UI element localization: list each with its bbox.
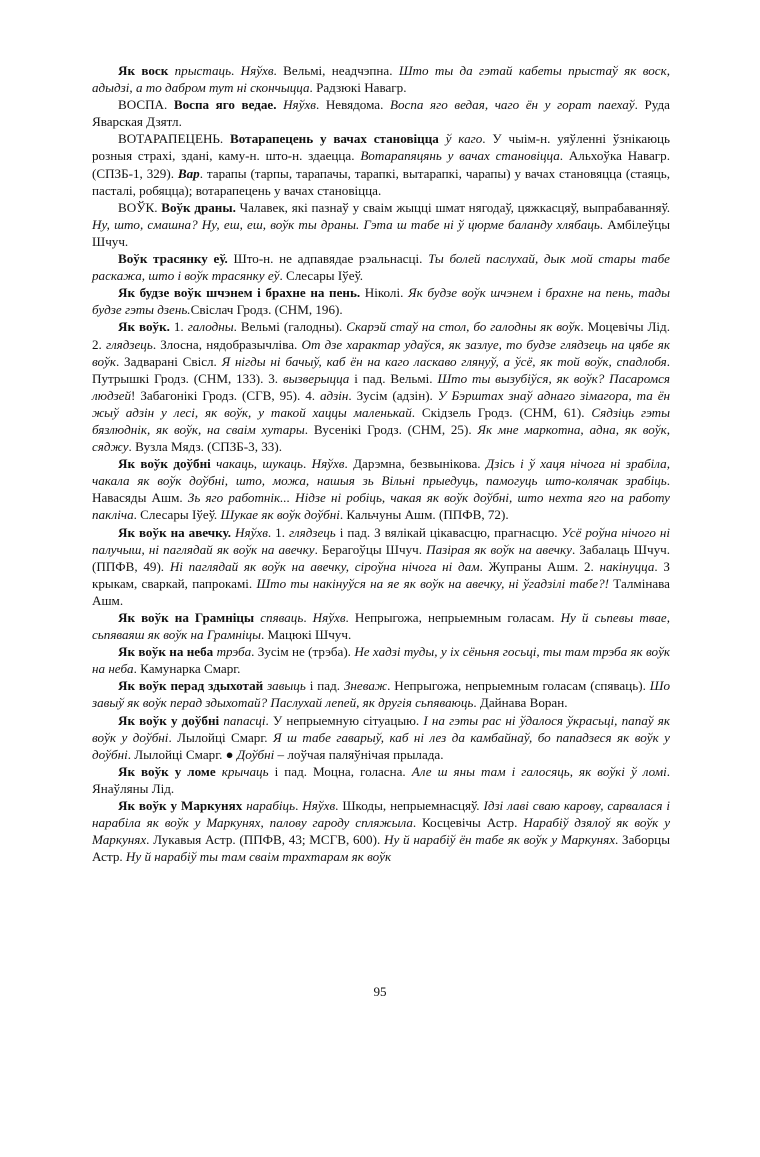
entry-text-run: Ніколі. (360, 285, 409, 301)
entry-text-run: Шукае як воўк доўбні (220, 507, 340, 523)
entry-text-run: глядзець (288, 524, 336, 540)
entry-text-run: Ні паглядай як воўк на авечку, сіроўна нічога ні дам (169, 558, 480, 574)
entry-text-run: і пад. (305, 678, 344, 694)
entry-text-run: чакаць, шукаць (216, 456, 303, 472)
dictionary-entry (92, 763, 670, 797)
entry-text-run: Што-н. не адпавядае рэальнасці. (227, 251, 429, 267)
entry-text-run: Ну й сьпевы твае, сьпяваяш як воўк на Грамніцы (92, 610, 670, 643)
entry-text-run: . Путрышкі Гродз. (СНМ, 133). 3. (92, 353, 670, 386)
entry-text-run: ВОТАРАПЕЦЕНЬ. (118, 131, 231, 147)
entry-text-run: . Радзюкі Навагр. (309, 80, 407, 96)
entry-text-run: . Дайнава Воран. (473, 695, 568, 711)
dictionary-entry (92, 62, 670, 96)
entry-text-run: Як будзе воўк шчэнем і брахне на пень, тады будзе гэты дзень. (92, 285, 670, 318)
entry-text-run: . Заборцы Астр. (92, 832, 670, 865)
entry-text-run: Як воўк на авечку. (118, 524, 232, 540)
entry-text-run: Свіслач Гродз. (СНМ, 196). (190, 302, 343, 318)
entry-text-run: Вотарапяцянь у вачах становіцца (360, 148, 560, 164)
dictionary-entry (92, 712, 670, 763)
entry-text-run: Ну, што, смашна? Ну, еш, еш, воўк ты драны. Гэта ш табе ні ў цюрме баланду хлябаць (92, 216, 600, 232)
entry-text-run: . Лылойці Смарг. ● (127, 746, 237, 762)
entry-text-run: . Невядома. (315, 97, 390, 113)
dictionary-entry (92, 284, 670, 318)
entry-text-run: і пад. Моцна, голасна. (268, 763, 412, 779)
entry-text-run: Скарэй стаў на стол, бо галодны як воўк (346, 319, 581, 335)
entry-text-run: Сядзіць гэты бязлюднік, як воўк, на сваім хутары (92, 404, 671, 437)
dictionary-entry (92, 199, 670, 250)
entry-text-run: . Лукавыя Астр. (ППФВ, 43; МСГВ, 600). (146, 832, 384, 848)
entry-text-run: Як воск (118, 63, 175, 78)
entry-text-run: Воспа яго ведае. (173, 97, 277, 113)
entry-text-run: адзін (320, 387, 349, 403)
entry-text-run: Ты болей паслухай, дык мой стары табе раскажа, што і воўк трасянку еў (92, 251, 670, 284)
entry-text-run: Але ш яны там і галосяць, як воўкі ў ломі (411, 763, 667, 779)
entry-text-run: завыць (267, 678, 306, 694)
entry-text-run: папасці (223, 712, 266, 728)
dictionary-entry (92, 609, 670, 643)
entry-text-run: От дзе характар удаўся, як зазлуе, то будзе глядзець на цябе як воўк (92, 336, 671, 369)
entry-text-run: . Янаўляны Лід. (92, 763, 670, 796)
entry-text-run: . У непрыемную сітуацыю. (265, 712, 424, 728)
dictionary-entry (92, 130, 670, 198)
entry-text-run: Доўбні (236, 746, 275, 762)
dictionary-entry (92, 677, 670, 711)
entry-text-run: . Вусенікі Гродз. (СНМ, 25). (304, 421, 478, 437)
entry-text-run: Усё роўна нічого ні палучыш, ні паглядай як воўк на авечку (92, 524, 671, 557)
entry-text-run: Няўхв (311, 456, 345, 472)
entry-text-run: ВОЎК. (118, 199, 162, 215)
entry-text-run: Што ты да гэтай кабеты прыстаў як воск, адыдзі, а то дабром тут ні скончыцца (92, 63, 670, 96)
entry-text-run: – лоўчая паляўнічая прылада. (274, 746, 444, 762)
entry-text-run: . Навасяды Ашм. (92, 473, 670, 506)
entry-text-run: Няўхв (235, 524, 268, 540)
entry-text-run: Дзісь і ў хаця нічога ні зрабіла, чакала як воўк доўбні, што, можа, нашыя зь Вільні прыедуць, памогуць што-колячак зрабіць (92, 456, 670, 489)
entry-text-run: Зь яго работнік... Нідзе ні робіць, чакая як воўк доўбні, што нехта яго на работу паклiча (92, 490, 670, 523)
entry-text-run: У Бэрштах знаў аднаго зімагора, та ён жыў адзін у лесі, як воўк, у такой хаццы маленькай (92, 387, 671, 420)
entry-text-run: . Моцевічы Лід. 2. (92, 319, 670, 352)
entry-text-run: вызверыцца (282, 370, 350, 386)
entry-text-run: Ідзі лаві сваю карову, сарвалася і нарабіла як воўк у Маркунях, палову гароду спляжыла (92, 798, 671, 831)
entry-text-run: Не хадзі туды, у іх сёньня госьці, ты там трэба як воўк на неба (92, 644, 671, 677)
dictionary-entry (92, 524, 670, 609)
entry-text-run: Пазірая як воўк на авечку (426, 541, 572, 557)
entry-text-run: . Зусім (адзін). (348, 387, 438, 403)
dictionary-entry (92, 96, 670, 130)
entry-text-run: . Руда Яварская Дзятл. (92, 97, 670, 130)
entry-text-run: Як воўк на Грамніцы (118, 610, 255, 625)
entry-text-run: . Задварані Свісл. (116, 353, 222, 369)
entry-text-run: Воўк трасянку еў. (118, 251, 228, 267)
entry-text-run: Як воўк у доўбні (118, 712, 220, 728)
entry-text-run: і пад. З вялікай цікавасцю, прагнасцю. (335, 524, 562, 540)
entry-text-run: . У чыім-н. уяўленні ўзнікаюць розныя страхі, здані, каму-н. што-н. здаецца. (92, 131, 670, 164)
entry-text-run: . (231, 63, 241, 78)
entry-text-run: . Лылойці Смарг. (168, 729, 273, 745)
entry-text-run: глядзець (106, 336, 153, 352)
entry-text-run: ! Забагонікі Гродз. (СГВ, 95). 4. (131, 387, 320, 403)
entry-text-run: Зневаж (343, 678, 388, 694)
entry-text-run: . Вельмі, неадчэпна. (273, 63, 399, 78)
entry-text-run: . Камунарка Смарг. (133, 661, 241, 677)
entry-text-run: Нарабіў дзялоў як воўк у Маркунях (92, 815, 671, 848)
entry-text-run: спяваць (260, 610, 304, 625)
entry-text-run: Як воўк. (118, 319, 170, 335)
entry-text-run: . Дарэмна, безвынікова. (344, 456, 486, 472)
entry-text-run: . Кальчуны Ашм. (ППФВ, 72). (339, 507, 509, 523)
entry-text-run: . Альхоўка Навагр. (СПЗБ-1, 329). (92, 148, 670, 181)
entry-text-run: . Зусім не (трэба). (251, 644, 355, 660)
entry-text-run: прыстаць (174, 63, 232, 78)
entry-text-run: Вотарапецень у вачах становіцца (230, 131, 439, 147)
entry-text-run: трэба (216, 644, 252, 660)
entry-text-run: Няўхв (283, 97, 316, 113)
entry-text-run: . Мацюкі Шчуч. (260, 627, 352, 643)
entry-text-run (439, 131, 446, 146)
entry-text-run: . Непрыгожа, непрыемным голасам. (345, 610, 561, 625)
entry-text-run: . Косцевічы Астр. (412, 815, 524, 831)
entry-text-run: ў каго (445, 131, 483, 147)
entry-text-run: . тарапы (тарпы, тарапачы, тарапкі, вытарапкі, чарапы) у вачах становяцца (стаяць, пасталі, робяцца); вотарапецень у вачах становіцца. (92, 165, 670, 198)
entry-text-run: . Скідзель Гродз. (СНМ, 61). (411, 404, 592, 420)
entry-text-run: . Берагоўцы Шчуч. (314, 541, 427, 557)
entry-text-run: Што ты накінуўся на яе як воўк на авечку, ні ўгадзілі табе?! (256, 575, 610, 591)
entry-text-run: Як воўк доўбні (118, 456, 211, 472)
entry-text-run: Ну й нарабіў ён табе як воўк у Маркунях (384, 832, 616, 848)
entry-text-run: . (302, 456, 312, 472)
entry-text-run: . Амбілеўцы Шчуч. (92, 216, 670, 249)
dictionary-entry (92, 318, 670, 455)
entry-text-run: накінуцца (599, 558, 655, 574)
page-number: 95 (373, 984, 387, 999)
entry-text-run: Талмінава Ашм. (92, 575, 670, 608)
entry-text-run: Як будзе воўк шчэнем і брахне на пень. (118, 285, 361, 301)
entry-text-run: . З крыкам, сваркай, папрокамі. (92, 558, 670, 591)
entry-text-run: 1. (169, 319, 188, 335)
dictionary-entry (92, 797, 670, 865)
entry-text-run: ВОСПА. (118, 97, 174, 113)
dictionary-entry (92, 643, 670, 677)
entry-text-run: Я ш табе гаварыў, каб ні лез да камбайнаў, бо пападзеся як воўк у доўбні (92, 729, 670, 762)
entry-text-run: . Вузла Мядз. (СПЗБ-3, 33). (128, 439, 282, 455)
text-column (92, 62, 670, 865)
entry-text-run: Як мне маркотна, адна, як воўк, сяджу (92, 421, 670, 455)
entry-text-run: Вар (177, 165, 200, 181)
entry-text-run: Я нігды ні бачыў, каб ён на каго ласкаво глянуў, а ўсё, як той воўк, спадлобя (221, 353, 667, 369)
entry-text-run: Як воўк у ломе (118, 763, 216, 779)
entry-text-run: нарабіць (246, 798, 296, 814)
dictionary-entry (92, 455, 670, 523)
entry-text-run: . Злосна, нядобразычліва. (152, 336, 302, 352)
entry-text-run: . (295, 798, 303, 814)
entry-text-run: Што ты вызубіўся, як воўк? Пасаромся людзей (92, 370, 671, 403)
entry-text-run: . Жупраны Ашм. 2. (479, 558, 600, 574)
entry-text-run: Як воўк у Маркунях (118, 798, 243, 814)
entry-text-run: Няўхв (240, 63, 274, 78)
entry-text-run: . Слесары Іўеў. (133, 507, 221, 523)
entry-text-run: Шо завыў як воўк перад здыхотай? Паслухай лепей, як другія сьпяваюць (92, 678, 670, 711)
entry-text-run: І на гэты рас ні ўдалося ўкрасьці, папаў як воўк у доўбні (92, 712, 670, 745)
dictionary-entry (92, 250, 670, 284)
entry-text-run: Воспа яго ведая, чаго ён у горат паехаў (389, 97, 635, 113)
entry-text-run: . Забалаць Шчуч. (ППФВ, 49). (92, 541, 670, 574)
entry-text-run: . Вельмі (галодны). (233, 319, 347, 335)
entry-text-run: галодны (187, 319, 234, 335)
entry-text-run: . Непрыгожа, непрыемным голасам (спяваць). (387, 678, 650, 694)
entry-text-run: . Слесары Іўеў. (279, 268, 364, 284)
entry-text-run: Няўхв (302, 798, 336, 814)
entry-text-run: Ну й нарабіў ты там сваім трахтарам як воўк (125, 849, 392, 865)
entry-text-run: Як воўк на неба (118, 644, 214, 660)
entry-text-run: Чалавек, які пазнаў у сваім жыцці шмат нягодаў, цяжкасцяў, выпрабаванняў. (235, 199, 670, 215)
entry-text-run: Воўк драны. (161, 199, 236, 215)
entry-text-run: Няўхв (312, 610, 346, 625)
entry-text-run: Як воўк перад здыхотай (118, 678, 264, 694)
entry-text-run: . 1. (267, 524, 289, 540)
entry-text-run: . (303, 610, 313, 625)
entry-text-run: крычаць (221, 763, 269, 779)
entry-text-run: . Шкоды, непрыемнасцяў. (335, 798, 484, 814)
entry-text-run: і пад. Вельмі. (349, 370, 438, 386)
